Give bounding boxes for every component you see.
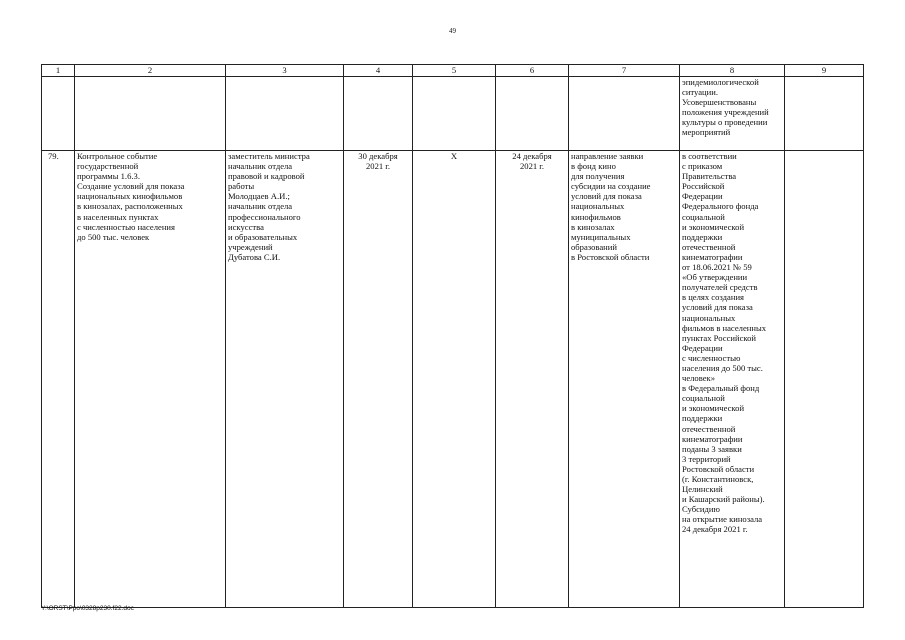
- control-event-cell: Контрольное событие государственной программы 1.6.3. Создание условий для показа национальных кинофильмов в кинозалах, расположенных в населенных пунктах с численностью населения до 500 тыс. человек: [75, 151, 226, 608]
- table-cell: [75, 77, 226, 151]
- header-cell: 7: [569, 65, 680, 77]
- table-cell: [344, 77, 413, 151]
- mark-cell: Х: [413, 151, 496, 608]
- notes-cell: [785, 151, 864, 608]
- page-number: 49: [449, 27, 456, 35]
- table-cell: [496, 77, 569, 151]
- planned-date-cell: 30 декабря 2021 г.: [344, 151, 413, 608]
- header-cell: 2: [75, 65, 226, 77]
- row-number-cell: 79.: [42, 151, 75, 608]
- header-cell: 8: [680, 65, 785, 77]
- header-cell: 1: [42, 65, 75, 77]
- details-cell: в соответствии с приказом Правительства Российской Федерации Федерального фонда социальной и экономической поддержки отечественной кинематографии от 18.06.2021 № 59 «Об утверждении получателей средств в целях создания условий для показа национальных фильмов в населенных пунктах Российской Федерации с численностью населения до 500 тыс. человек» в Федеральный фонд социальной и экономической поддержки отечественной кинематографии поданы 3 заявки 3 территорий Ростовской области (г. Константиновск, Целинский и Кашарский районы). Субсидию на открытие кинозала 24 декабря 2021 г.: [680, 151, 785, 608]
- responsible-cell: заместитель министра начальник отдела правовой и кадровой работы Молодцаев А.И.; начальник отдела профессионального искусства и образовательных учреждений Дубатова С.И.: [226, 151, 344, 608]
- footer-file-path: Y:\ORST\Ppo\0328p230.f22.doc: [41, 605, 134, 612]
- header-cell: 3: [226, 65, 344, 77]
- actual-date-cell: 24 декабря 2021 г.: [496, 151, 569, 608]
- table-row-continued: [42, 77, 864, 151]
- header-cell: 6: [496, 65, 569, 77]
- header-cell: 5: [413, 65, 496, 77]
- table-cell: [413, 77, 496, 151]
- report-table: [41, 64, 864, 608]
- table-header-row: [42, 65, 864, 77]
- results-cell-continued: эпидемиологической ситуации. Усовершенствованы положения учреждений культуры о проведении мероприятий: [680, 77, 785, 151]
- header-cell: 4: [344, 65, 413, 77]
- result-cell: направление заявки в фонд кино для получения субсидии на создание условий для показа национальных кинофильмов в кинозалах муниципальных образований в Ростовской области: [569, 151, 680, 608]
- table-cell: [785, 77, 864, 151]
- table-cell: [226, 77, 344, 151]
- table-cell: [42, 77, 75, 151]
- table-row-79: [42, 151, 864, 608]
- table-cell: [569, 77, 680, 151]
- header-cell: 9: [785, 65, 864, 77]
